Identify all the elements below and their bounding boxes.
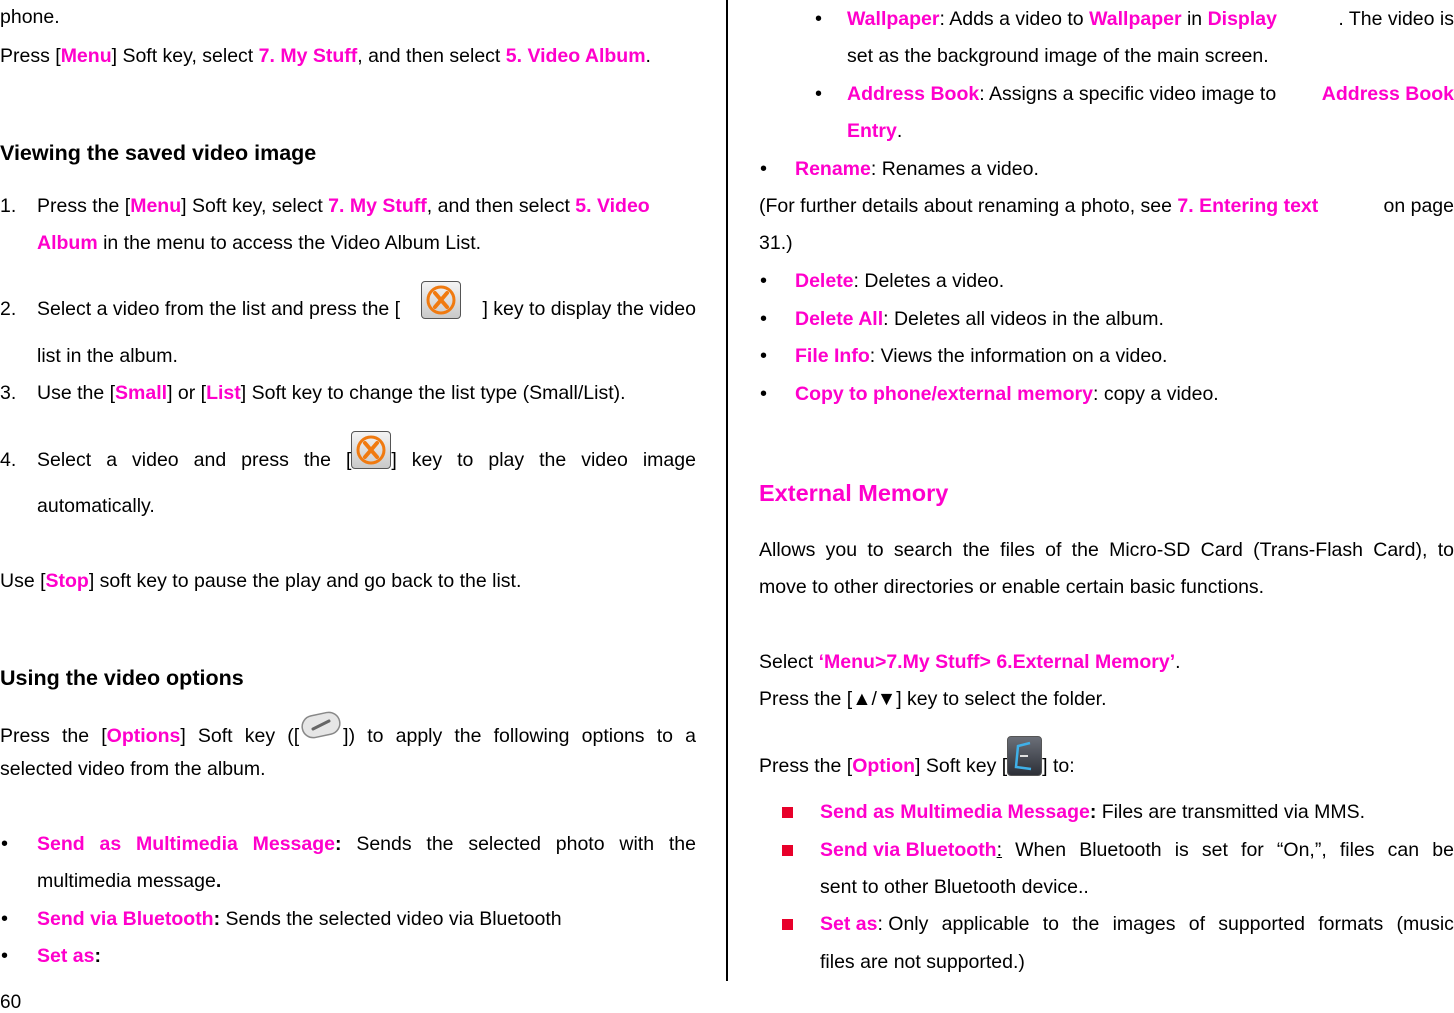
further-details-line-2: 31.) — [759, 232, 793, 254]
options-line-2: selected video from the album. — [0, 758, 266, 780]
option-soft-key-icon — [1007, 736, 1042, 776]
step-4-line-2: automatically. — [37, 495, 155, 517]
bullet-dot: • — [1, 908, 9, 930]
allows-line-2: move to other directories or enable certain basic functions. — [759, 576, 1265, 598]
bullet-dot: • — [815, 83, 823, 105]
square-item-set-as-line-2: files are not supported.) — [820, 951, 1025, 973]
intro-line-1: phone. — [0, 6, 60, 28]
stop-line: Use [Stop] soft key to pause the play and go back to the list. — [0, 570, 522, 592]
sub-bullet-address-book-line-2: Entry. — [847, 120, 903, 142]
step-1-line-2: Album in the menu to access the Video Album List. — [37, 232, 482, 254]
press-nav-key: Press the [▲/▼] key to select the folder. — [759, 688, 1107, 710]
sub-bullet-wallpaper-line-2: set as the background image of the main screen. — [847, 45, 1269, 67]
bullet-copy: Copy to phone/external memory: copy a video. — [795, 383, 1219, 405]
step-3-number: 3. — [0, 382, 17, 404]
page-number: 60 — [0, 992, 22, 1013]
ok-key-icon — [351, 431, 391, 469]
bullet-dot: • — [815, 8, 823, 30]
select-menu-path: Select ‘Menu>7.My Stuff> 6.External Memory’. — [759, 651, 1181, 673]
further-details-line-1: (For further details about renaming a photo, see 7. Entering text on page — [759, 195, 1454, 217]
square-bullet-icon — [782, 919, 793, 930]
square-bullet-icon — [782, 845, 793, 856]
square-bullet-icon — [782, 807, 793, 818]
step-3-line: Use the [Small] or [List] Soft key to change the list type (Small/List). — [37, 382, 626, 404]
bullet-send-bluetooth: Send via Bluetooth: Sends the selected video via Bluetooth — [37, 908, 562, 930]
bullet-dot: • — [760, 345, 768, 367]
bullet-set-as: Set as: — [37, 945, 101, 967]
step-4-line-1: Select a video and press the [ ] key to play the video image — [37, 448, 696, 472]
column-divider — [726, 0, 728, 981]
press-option-soft-key: Press the [ Option ] Soft key [ ] to: — [759, 754, 1075, 778]
allows-line-1: Allows you to search the files of the Micro-SD Card (Trans-Flash Card), to — [759, 539, 1454, 561]
bullet-send-mms-line-1: Send as Multimedia Message: Sends the selected photo with the — [37, 833, 696, 855]
heading-external-memory: External Memory — [759, 480, 949, 506]
bullet-dot: • — [760, 308, 768, 330]
bullet-dot: • — [760, 270, 768, 292]
step-2-line-2: list in the album. — [37, 345, 178, 367]
heading-viewing-saved-video: Viewing the saved video image — [0, 141, 317, 165]
options-key-icon — [299, 707, 343, 743]
sub-bullet-address-book-line-1: Address Book: Assigns a specific video image to Address Book — [847, 83, 1454, 105]
ok-key-icon — [421, 281, 461, 319]
bullet-delete: Delete: Deletes a video. — [795, 270, 1005, 292]
square-item-set-as-line-1: Set as: Only applicable to the images of supported formats (music — [820, 913, 1454, 935]
step-1-line-1: Press the [Menu] Soft key, select 7. My Stuff, and then select 5. Video — [37, 195, 650, 217]
square-item-send-bluetooth-line-1: Send via Bluetooth: When Bluetooth is set for “On,”, files can be — [820, 839, 1454, 861]
step-2-line-1: Select a video from the list and press the [ ] key to display the video — [37, 297, 696, 321]
intro-line-2: Press [Menu] Soft key, select 7. My Stuff, and then select 5. Video Album. — [0, 45, 651, 67]
step-2-number: 2. — [0, 298, 17, 320]
step-4-number: 4. — [0, 449, 17, 471]
bullet-rename: Rename: Renames a video. — [795, 158, 1039, 180]
bullet-dot: • — [760, 158, 768, 180]
bullet-send-mms-line-2: multimedia message. — [37, 870, 222, 892]
bullet-dot: • — [1, 945, 9, 967]
bullet-delete-all: Delete All: Deletes all videos in the album. — [795, 308, 1164, 330]
square-item-send-mms: Send as Multimedia Message: Files are transmitted via MMS. — [820, 801, 1366, 823]
heading-using-video-options: Using the video options — [0, 666, 244, 690]
step-1-number: 1. — [0, 195, 17, 217]
bullet-file-info: File Info: Views the information on a video. — [795, 345, 1168, 367]
bullet-dot: • — [760, 383, 768, 405]
square-item-send-bluetooth-line-2: sent to other Bluetooth device.. — [820, 876, 1089, 898]
sub-bullet-wallpaper-line-1: Wallpaper: Adds a video to Wallpaper in Display . The video is — [847, 8, 1454, 30]
bullet-dot: • — [1, 833, 9, 855]
options-line-1: Press the [Options] Soft key ([ ]) to apply the following options to a — [0, 724, 696, 748]
